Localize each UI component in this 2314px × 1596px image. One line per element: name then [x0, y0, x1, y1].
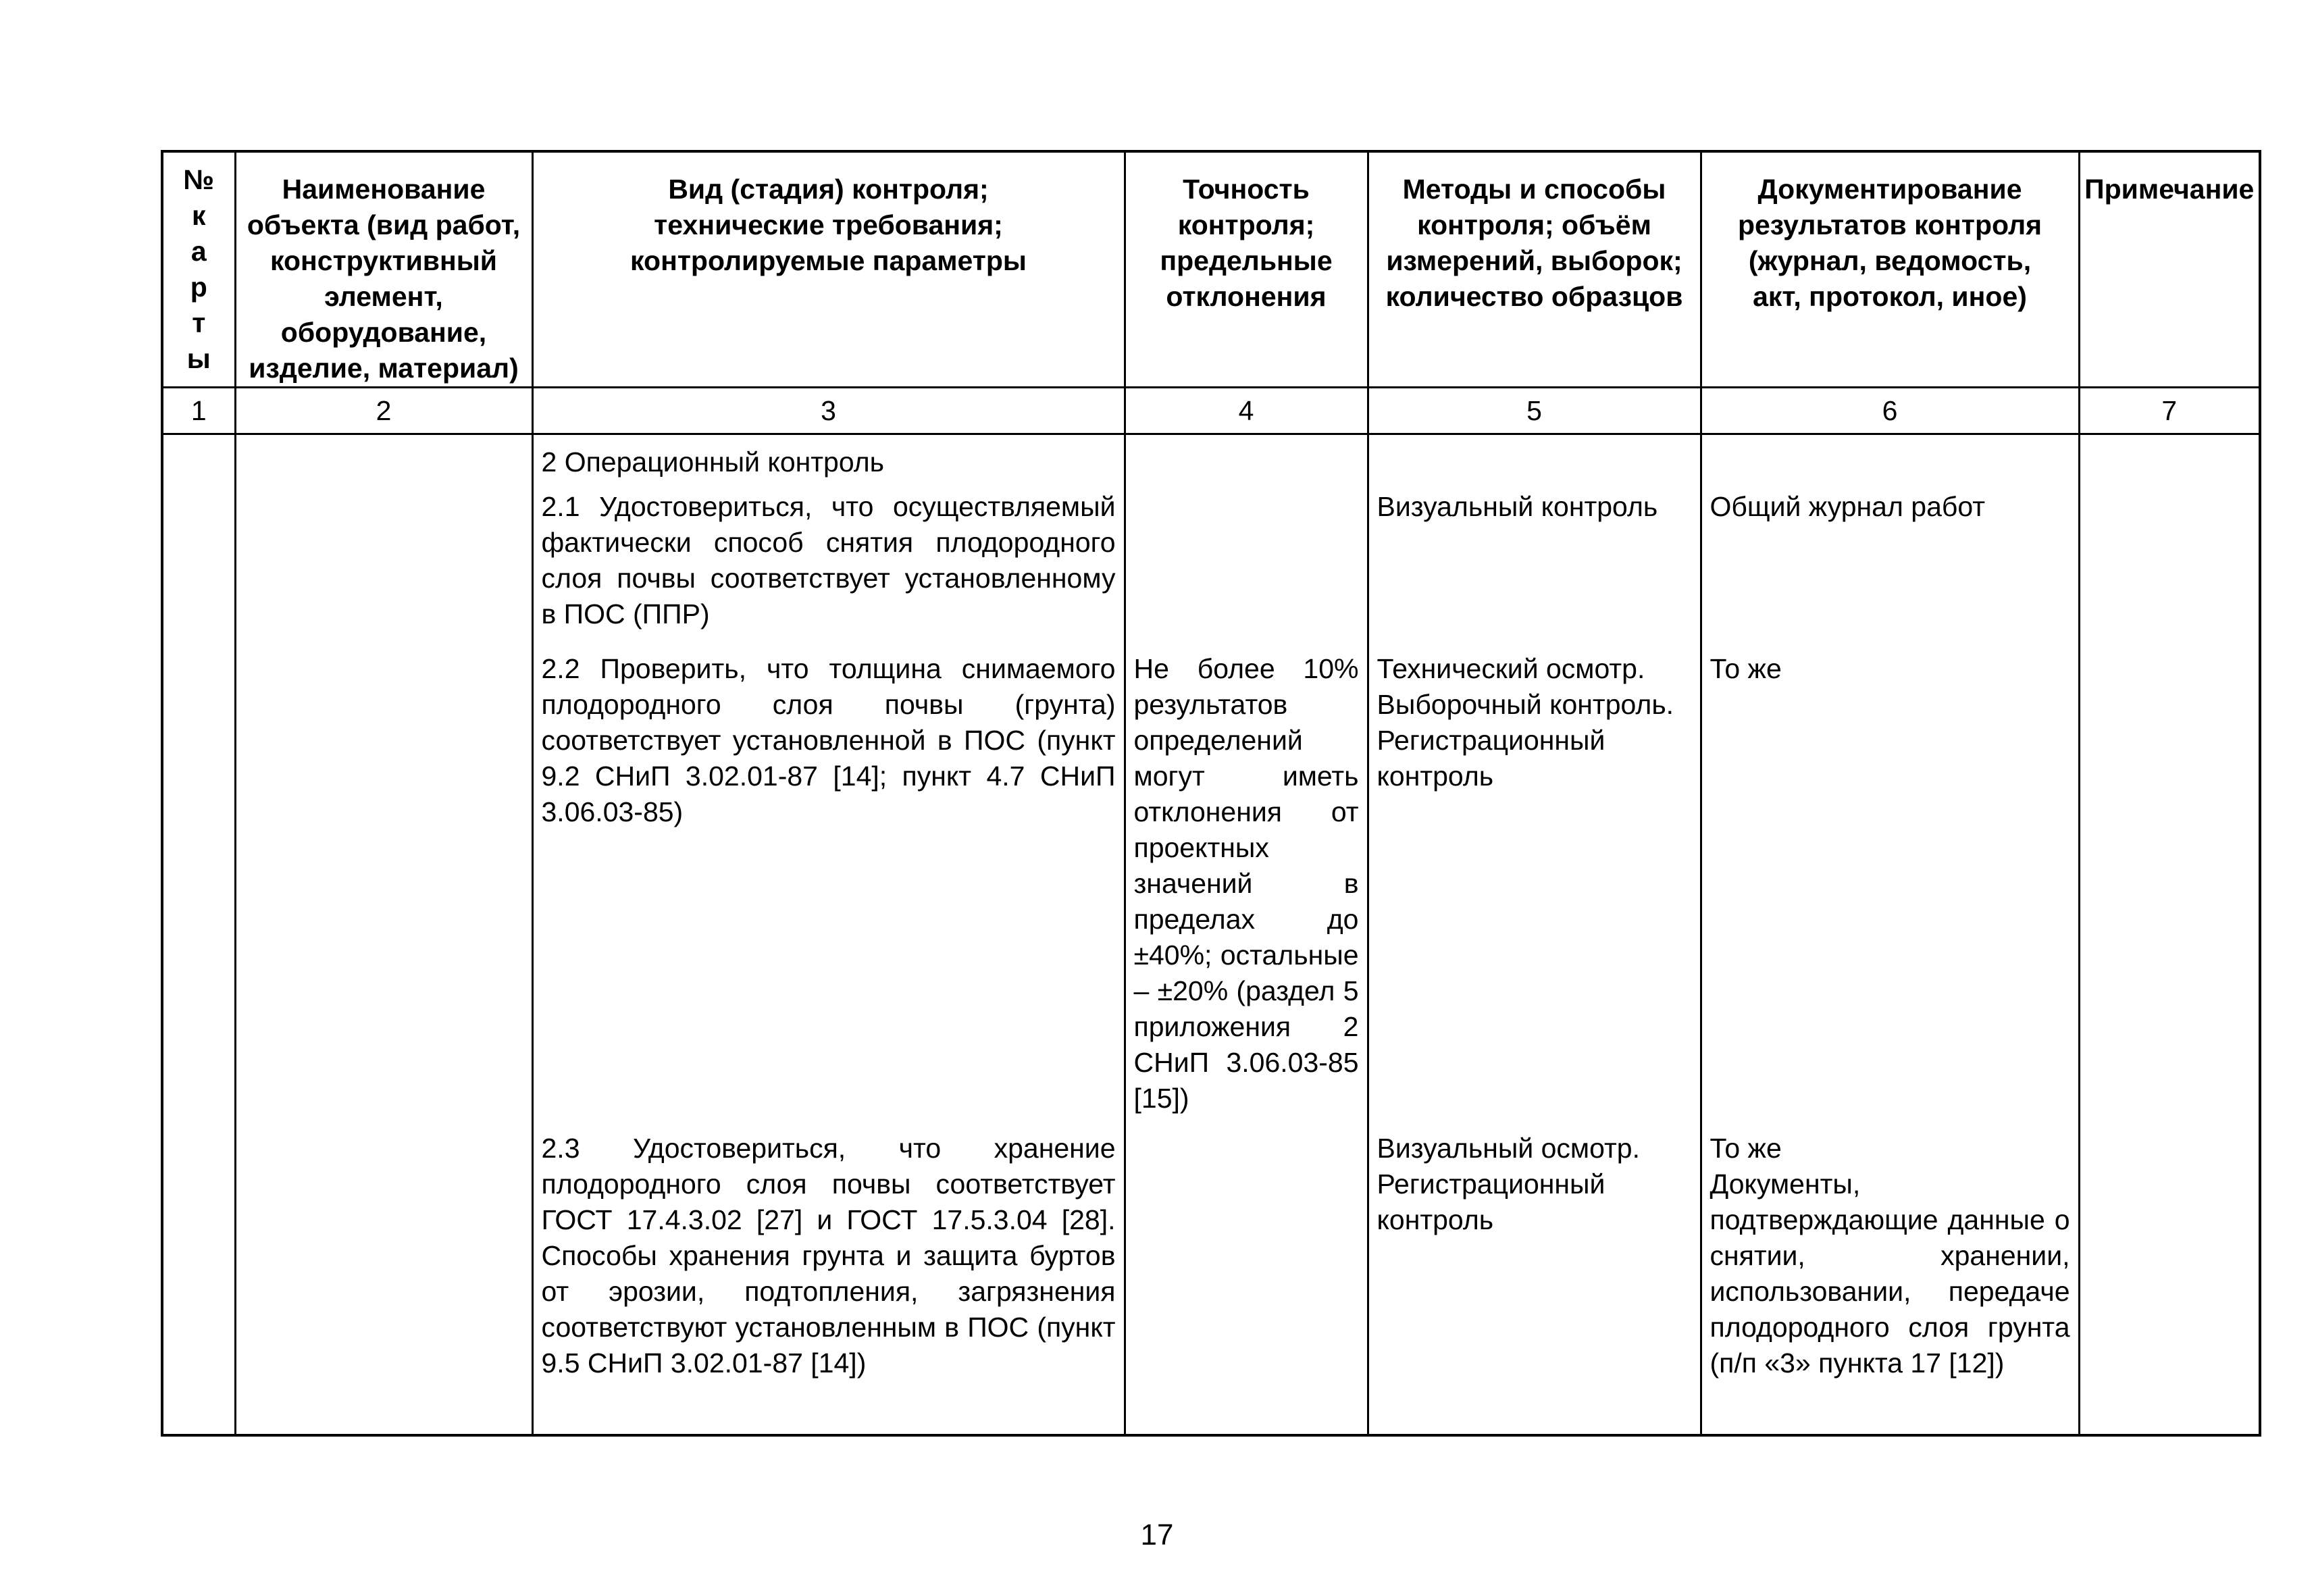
column-number: 1: [162, 388, 235, 434]
cell-documentation: [1701, 434, 2079, 1435]
header-col2: [235, 151, 532, 388]
header-col1-letter: к: [191, 200, 206, 231]
documentation-2-3: [1710, 1131, 2070, 1381]
method-2-1: Визуальный контроль: [1377, 491, 1658, 522]
header-col5: [1368, 151, 1701, 388]
method-line: Визуальный осмотр.: [1377, 1133, 1640, 1164]
method-line: Выборочный контроль.: [1377, 689, 1674, 720]
cell-card-number: [162, 434, 235, 1435]
accuracy-2-2: Не более 10% результатов определений могут иметь отклонения от проектных значений в пределах до ±40%; остальные – ±20% (раздел 5 приложения 2 СНиП 3.06.03-85 [15]): [1133, 653, 1359, 1114]
method-2-3: [1377, 1131, 1692, 1238]
header-row: [162, 151, 2260, 388]
header-col4-text: Точность контроля; предельные отклонения: [1160, 174, 1333, 312]
header-col6-text: Документирование результатов контроля (журнал, ведомость, акт, протокол, иное): [1737, 174, 2042, 312]
column-number-row: [162, 388, 2260, 434]
cell-methods: [1368, 434, 1701, 1435]
header-col1-letter: ы: [186, 343, 211, 374]
requirement-2-3: 2.3 Удостовериться, что хранение плодородного слоя почвы соответствует ГОСТ 17.4.3.02 [27] и ГОСТ 17.5.3.04 [28]. Способы хранения грунта и защита буртов от эрозии, подтопления, загрязнения соответствуют установленным в ПОС (пункт 9.5 СНиП 3.02.01-87 [14]): [541, 1133, 1116, 1379]
header-col3-text: Вид (стадия) контроля; технические требования; контролируемые параметры: [630, 174, 1027, 276]
documentation-line: Документы, подтверждающие данные о снятии, хранении, использовании, передаче плодородного слоя грунта (п/п «3» пункта 17 [12]): [1709, 1168, 2070, 1379]
requirement-2-2: 2.2 Проверить, что толщина снимаемого плодородного слоя почвы (грунта) соответствует установленной в ПОС (пункт 9.2 СНиП 3.02.01-87 [14]; пункт 4.7 СНиП 3.06.03-85): [541, 653, 1116, 827]
page-number: 17: [1140, 1518, 1174, 1551]
documentation-2-2: То же: [1709, 653, 1782, 684]
methods-spacer: [1377, 435, 1692, 489]
method-2-2: [1377, 651, 1692, 1131]
requirement-2-1: 2.1 Удостовериться, что осуществляемый фактически способ снятия плодородного слоя почвы соответствует установленному в ПОС (ППР): [541, 491, 1116, 629]
column-number: 2: [235, 388, 532, 434]
column-number: 7: [2079, 388, 2260, 434]
column-number: 3: [532, 388, 1125, 434]
documentation-line: То же: [1709, 1133, 1782, 1164]
method-line: Технический осмотр.: [1377, 653, 1645, 684]
method-line: Регистрационный контроль: [1377, 725, 1605, 792]
cell-object-name: [235, 434, 532, 1435]
header-col5-text: Методы и способы контроля; объём измерений, выборок; количество образцов: [1385, 174, 1683, 312]
column-number: 4: [1125, 388, 1368, 434]
documentation-2-1: Общий журнал работ: [1709, 491, 1986, 522]
cell-accuracy: [1125, 434, 1368, 1435]
header-col7-text: Примечание: [2084, 174, 2255, 205]
column-number: 6: [1701, 388, 2079, 434]
cell-note: [2079, 434, 2260, 1435]
accuracy-spacer: [1134, 435, 1359, 651]
cell-requirements: [532, 434, 1125, 1435]
header-col1-letter: р: [190, 272, 207, 303]
header-col4: [1125, 151, 1368, 388]
control-table: [161, 150, 2261, 1437]
header-col1-letter: №: [183, 164, 215, 195]
header-col1-letter: т: [192, 307, 206, 338]
documentation-spacer: [1710, 435, 2070, 489]
section-title: 2 Операционный контроль: [541, 446, 885, 478]
header-col2-text: Наименование объекта (вид работ, конструктивный элемент, оборудование, изделие, материал): [247, 174, 521, 384]
table-body-row: [162, 434, 2260, 1435]
header-col3: [532, 151, 1125, 388]
column-number: 5: [1368, 388, 1701, 434]
header-col7: [2079, 151, 2260, 388]
header-col1-letter: а: [190, 236, 207, 267]
method-line: Регистрационный контроль: [1377, 1168, 1605, 1235]
header-col6: [1701, 151, 2079, 388]
header-col1: [162, 151, 235, 388]
